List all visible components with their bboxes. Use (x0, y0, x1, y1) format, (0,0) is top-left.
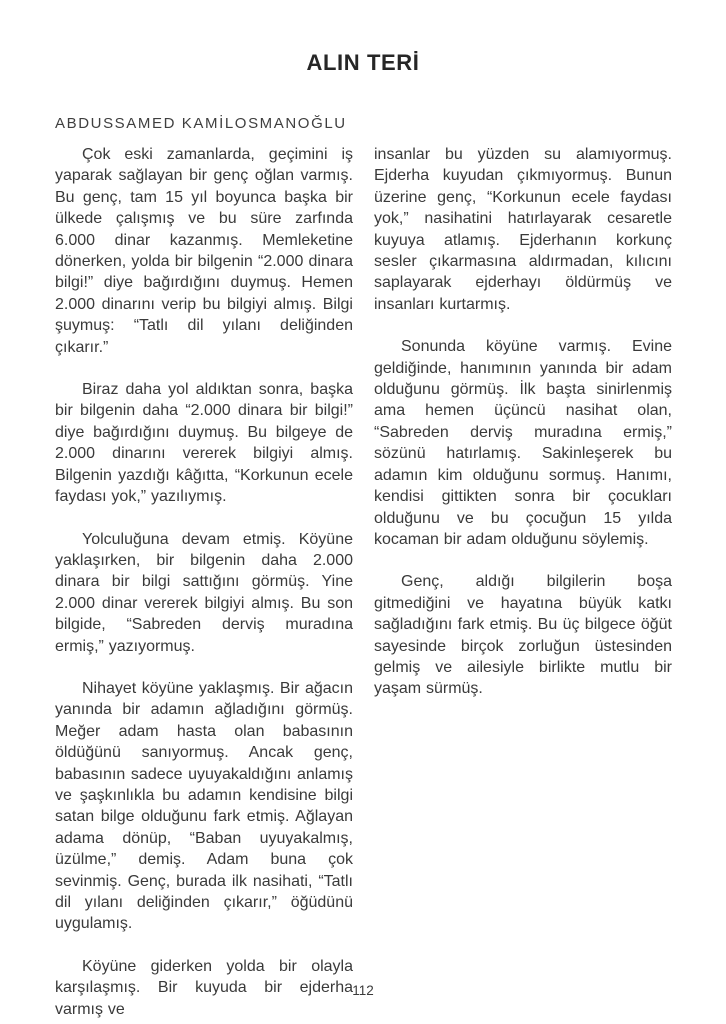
paragraph: Genç, aldığı bilgilerin boşa gitmediğini ve hayatına büyük katkı sağladığını fark etmiş. Bu üç bilgece öğüt sayesinde birçok zorluğun üstesinden gelmiş ve ailesiyle birlikte mutlu bir yaşam sürmüş. (374, 573, 672, 698)
page-title: ALIN TERİ (306, 50, 420, 75)
page-number: 112 (352, 983, 374, 998)
paragraph: Çok eski zamanlarda, geçimini iş yaparak sağlayan bir genç oğlan varmış. Bu genç, tam 15 yıl boyunca başka bir ülkede çalışmış ve bu süre zarfında 6.000 dinar kazanmış. Memleketine dönerken, yolda bir bilgenin “2.000 dinara bilgi!” diye bağırdığını duymuş. Hemen 2.000 dinarını verip bu bilgiyi almış. Bilgi şuymuş: “Tatlı dil yılanı deliğinden çıkarır.” (55, 146, 353, 356)
paragraph-continuation: insanlar bu yüzden su alamıyormuş. Ejderha kuyudan çıkmıyormuş. Bunun üzerine genç, “Korkunun ecele faydası yok,” nasihatini hatırlayarak cesaretle kuyuya atlamış. Ejderhanın korkunç sesler çıkarmasına aldırmadan, kılıcını saplayarak ejderhayı öldürmüş ve insanları kurtarmış. (374, 146, 672, 313)
paragraph: Köyüne giderken yolda bir olayla karşılaşmış. Bir kuyuda bir ejderha varmış ve (55, 957, 353, 1018)
paragraph: Yolculuğuna devam etmiş. Köyüne yaklaşırken, bir bilgenin daha 2.000 dinara bir bilgi sattığını görmüş. Yine 2.000 dinar vererek bilgiyi almış. Bu son bilgide, “Sabreden derviş muradına ermiş,” yazıyormuş. (55, 530, 353, 655)
paragraph: Sonunda köyüne varmış. Evine geldiğinde, hanımının yanında bir adam olduğunu görmüş. İlk başta sinirlenmiş ama hemen üçüncü nasihat olan, “Sabreden derviş muradına ermiş,” sözünü hatırlamış. Sakinleşerek bu adamın kim olduğunu sormuş. Hanımı, kendisi gittikten sonra bir çocukları olduğunu ve bu çocuğun 15 yılda kocaman bir adam olduğunu söylemiş. (374, 338, 672, 548)
text-column-left (55, 144, 353, 1024)
paragraph: Biraz daha yol aldıktan sonra, başka bir bilgenin daha “2.000 dinara bir bilgi!” diye bağırdığını duymuş. Bu bilgeye de 2.000 dinarını vererek bilgiyi almış. Bilgenin yazdığı kâğıtta, “Korkunun ecele faydası yok,” yazılıymış. (55, 381, 353, 506)
text-column-right (374, 144, 672, 1024)
author-name: ABDUSSAMED KAMİLOSMANOĞLU (55, 115, 347, 132)
text-columns (55, 144, 671, 1024)
paragraph: Nihayet köyüne yaklaşmış. Bir ağacın yanında bir adamın ağladığını görmüş. Meğer adam hasta olan babasının öldüğünü sanıyormuş. Ancak genç, babasının sadece uyuyakaldığını anlamış ve şaşkınlıkla bu adamın kendisine bilgi satan bilge olduğunu fark etmiş. Ağlayan adama dönüp, “Baban uyuyakalmış, üzülme,” demiş. Adam buna çok sevinmiş. Genç, burada ilk nasihati, “Tatlı dil yılanı deliğinden çıkarır,” öğüdünü uygulamış. (55, 679, 353, 933)
